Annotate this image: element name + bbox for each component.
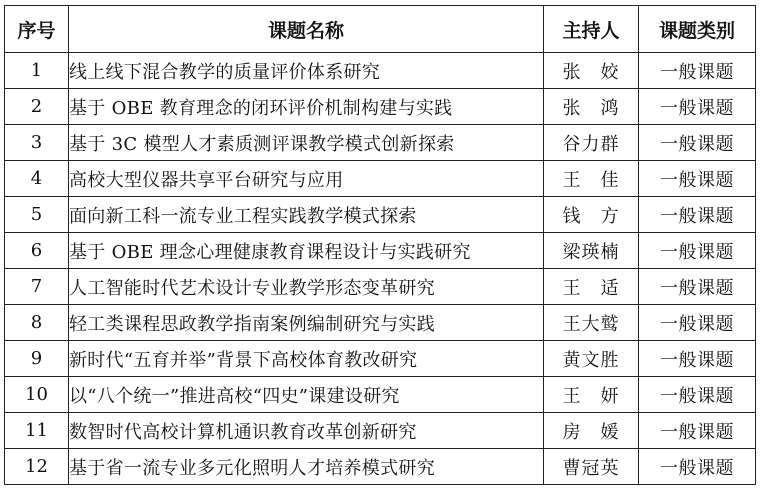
project-title: 基于省一流专业多元化照明人才培养模式研究 <box>69 449 544 485</box>
project-type: 一般课题 <box>639 269 756 305</box>
project-title: 基于 OBE 理念心理健康教育课程设计与实践研究 <box>69 233 544 269</box>
project-host: 张 姣 <box>544 53 639 89</box>
project-title: 人工智能时代艺术设计专业教学形态变革研究 <box>69 269 544 305</box>
project-type: 一般课题 <box>639 161 756 197</box>
table-row <box>5 269 756 305</box>
row-number: 2 <box>5 89 69 125</box>
row-number: 7 <box>5 269 69 305</box>
project-type: 一般课题 <box>639 449 756 485</box>
row-number: 11 <box>5 413 69 449</box>
table-row <box>5 89 756 125</box>
row-number: 10 <box>5 377 69 413</box>
project-title: 线上线下混合教学的质量评价体系研究 <box>69 53 544 89</box>
project-title: 新时代“五育并举”背景下高校体育教改研究 <box>69 341 544 377</box>
table-row <box>5 341 756 377</box>
table-row <box>5 233 756 269</box>
row-number: 9 <box>5 341 69 377</box>
table-row <box>5 197 756 233</box>
row-number: 5 <box>5 197 69 233</box>
project-host: 王 妍 <box>544 377 639 413</box>
project-host: 曹冠英 <box>544 449 639 485</box>
row-number: 3 <box>5 125 69 161</box>
project-title: 数智时代高校计算机通识教育改革创新研究 <box>69 413 544 449</box>
row-number: 8 <box>5 305 69 341</box>
header-type: 课题类别 <box>639 6 756 53</box>
project-type: 一般课题 <box>639 341 756 377</box>
table-row <box>5 449 756 485</box>
project-host: 梁瑛楠 <box>544 233 639 269</box>
row-number: 12 <box>5 449 69 485</box>
project-type: 一般课题 <box>639 305 756 341</box>
project-title: 基于 3C 模型人才素质测评课教学模式创新探索 <box>69 125 544 161</box>
project-host: 王 佳 <box>544 161 639 197</box>
project-host: 谷力群 <box>544 125 639 161</box>
project-type: 一般课题 <box>639 377 756 413</box>
row-number: 6 <box>5 233 69 269</box>
table-row <box>5 53 756 89</box>
project-type: 一般课题 <box>639 125 756 161</box>
project-type: 一般课题 <box>639 53 756 89</box>
project-title: 高校大型仪器共享平台研究与应用 <box>69 161 544 197</box>
project-host: 张 鸿 <box>544 89 639 125</box>
project-title: 基于 OBE 教育理念的闭环评价机制构建与实践 <box>69 89 544 125</box>
project-title: 轻工类课程思政教学指南案例编制研究与实践 <box>69 305 544 341</box>
project-host: 钱 方 <box>544 197 639 233</box>
project-host: 房 媛 <box>544 413 639 449</box>
project-title: 面向新工科一流专业工程实践教学模式探索 <box>69 197 544 233</box>
project-table <box>4 5 756 485</box>
header-host: 主持人 <box>544 6 639 53</box>
header-title: 课题名称 <box>69 6 544 53</box>
project-host: 王 适 <box>544 269 639 305</box>
row-number: 1 <box>5 53 69 89</box>
project-type: 一般课题 <box>639 197 756 233</box>
project-title: 以“八个统一”推进高校“四史”课建设研究 <box>69 377 544 413</box>
header-row <box>5 6 756 53</box>
project-host: 黄文胜 <box>544 341 639 377</box>
project-type: 一般课题 <box>639 413 756 449</box>
row-number: 4 <box>5 161 69 197</box>
project-type: 一般课题 <box>639 233 756 269</box>
table-row <box>5 305 756 341</box>
table-row <box>5 413 756 449</box>
table-row <box>5 161 756 197</box>
project-type: 一般课题 <box>639 89 756 125</box>
table-row <box>5 377 756 413</box>
header-no: 序号 <box>5 6 69 53</box>
project-host: 王大鹫 <box>544 305 639 341</box>
table-row <box>5 125 756 161</box>
